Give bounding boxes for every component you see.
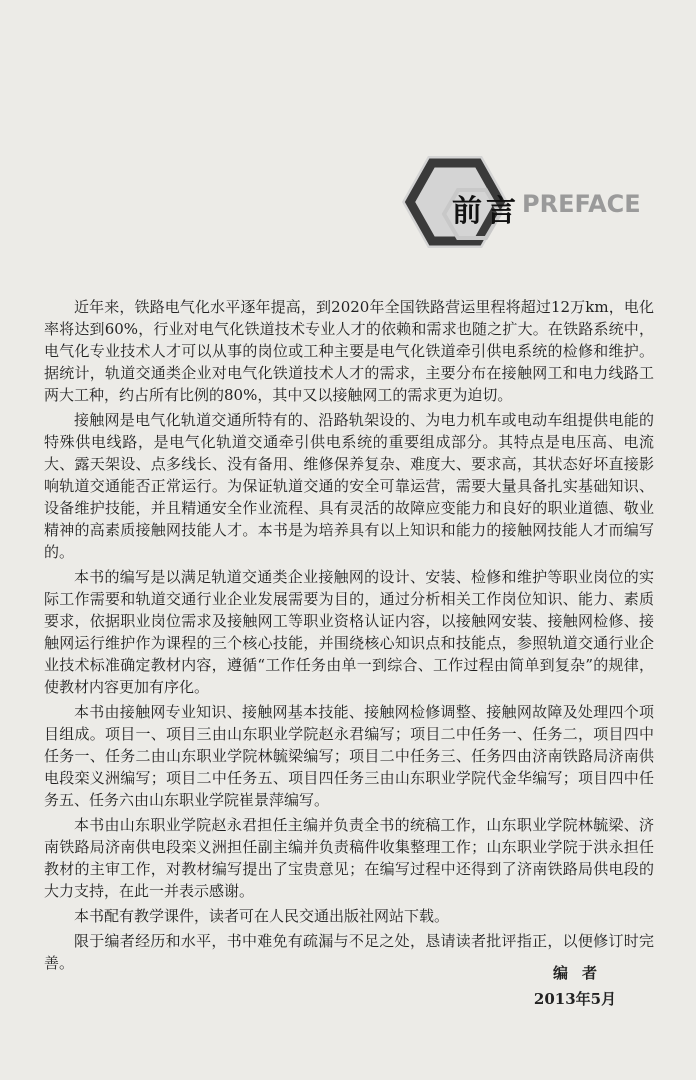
paragraph: 接触网是电气化轨道交通所特有的、沿路轨架设的、为电力机车或电动车组提供电能的特殊供电线路，是电气化轨道交通牵引供电系统的重要组成部分。其特点是电压高、电流大、露天架设、点多线长、没有备用、维修保养复杂、难度大、要求高，其状态好坏直接影响轨道交通能否正常运行。为保证轨道交通的安全可靠运营，需要大量具备扎实基础知识、设备维护技能，并且精通安全作业流程、具有灵活的故障应变能力和良好的职业道德、敬业精神的高素质接触网技能人才。本书是为培养具有以上知识和能力的接触网技能人才而编写的。 xyxy=(44,411,654,561)
paragraph: 本书由接触网专业知识、接触网基本技能、接触网检修调整、接触网故障及处理四个项目组成。项目一、项目三由山东职业学院赵永君编写；项目二中任务一、任务二，项目四中任务一、任务二由山东职业学院林毓梁编写；项目二中任务三、任务四由济南铁路局济南供电段栾义洲编写；项目二中任务五、项目四任务三由山东职业学院代金华编写；项目四中任务五、任务六由山东职业学院崔景萍编写。 xyxy=(44,703,654,809)
editor-signature: 编者 xyxy=(552,964,611,982)
signature-block xyxy=(520,960,630,1012)
preface-body xyxy=(44,296,654,974)
paragraph: 本书由山东职业学院赵永君担任主编并负责全书的统稿工作，山东职业学院林毓梁、济南铁路局济南供电段栾义洲担任副主编并负责稿件收集整理工作；山东职业学院于洪永担任教材的主审工作，对教材编写提出了宝贵意见；在编写过程中还得到了济南铁路局供电段的大力支持，在此一并表示感谢。 xyxy=(44,816,654,900)
preface-header xyxy=(400,150,640,260)
paragraph: 近年来，铁路电气化水平逐年提高，到2020年全国铁路营运里程将超过12万km，电化率将达到60%，行业对电气化铁道技术专业人才的依赖和需求也随之扩大。在铁路系统中，电气化专业技术人才可以从事的岗位或工种主要是电气化铁道牵引供电系统的检修和维护。据统计，轨道交通类企业对电气化铁道技术人才的需求，主要分布在接触网工和电力线路工两大工种，约占所有比例的80%，其中又以接触网工的需求更为迫切。 xyxy=(44,298,654,404)
paragraph: 本书的编写是以满足轨道交通类企业接触网的设计、安装、检修和维护等职业岗位的实际工作需要和轨道交通行业企业发展需要为目的，通过分析相关工作岗位知识、能力、素质要求，依据职业岗位需求及接触网工等职业资格认证内容，以接触网安装、接触网检修、接触网运行维护作为课程的三个核心技能，并围绕核心知识点和技能点，参照轨道交通行业企业技术标准确定教材内容，遵循“工作任务由单一到综合、工作过程由简单到复杂”的规律，使教材内容更加有序化。 xyxy=(44,568,654,696)
paragraph: 限于编者经历和水平，书中难免有疏漏与不足之处，恳请读者批评指正，以便修订时完善。 xyxy=(44,932,654,972)
page-title: 前言 xyxy=(452,194,520,229)
paragraph: 本书配有教学课件，读者可在人民交通出版社网站下载。 xyxy=(74,907,450,925)
page-title-english: PREFACE xyxy=(522,190,641,218)
preface-date: 2013年5月 xyxy=(533,990,617,1008)
